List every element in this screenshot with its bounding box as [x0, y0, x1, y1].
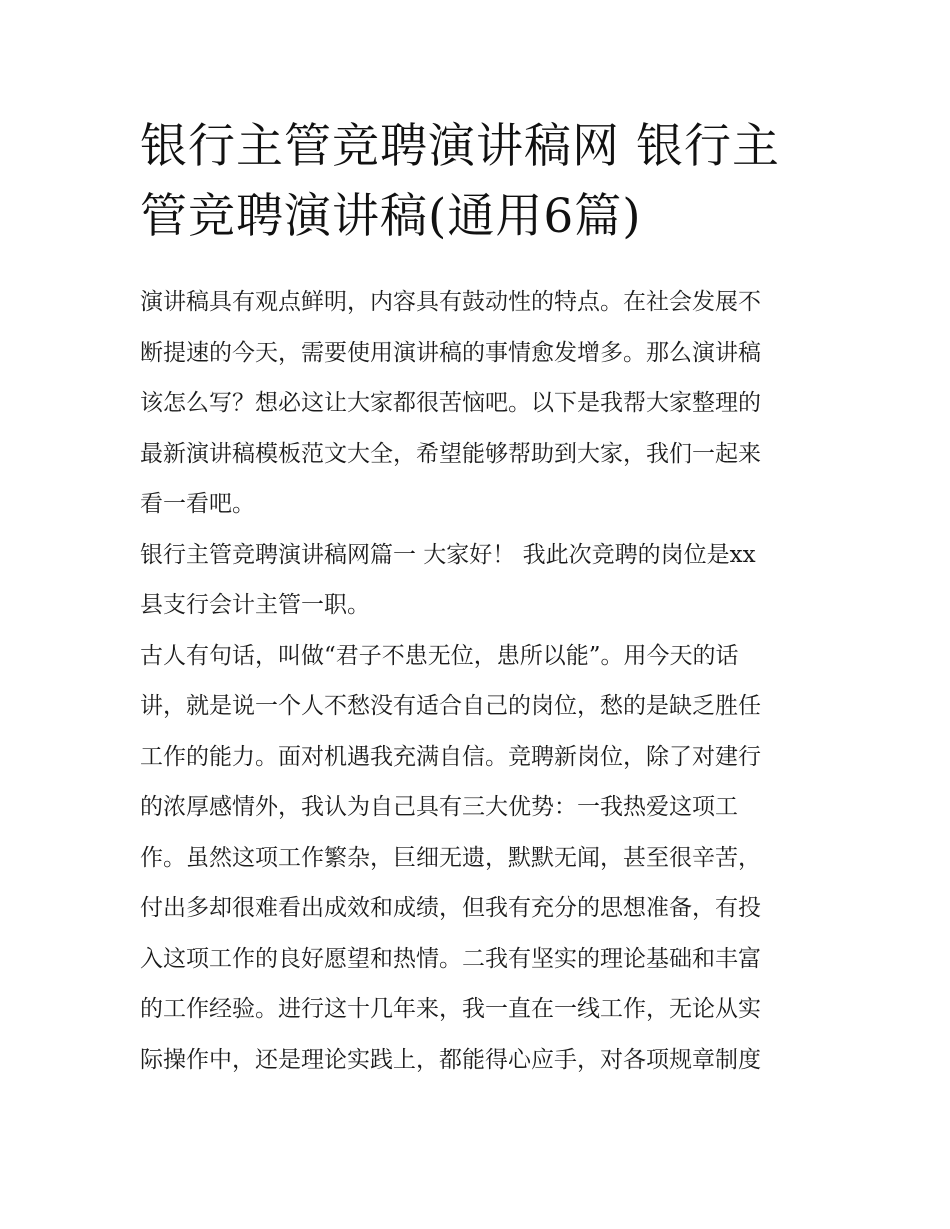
text-line: 最新演讲稿模板范文大全，希望能够帮助到大家，我们一起来	[140, 440, 761, 467]
text-line: 讲，就是说一个人不愁没有适合自己的岗位，愁的是缺乏胜任	[140, 693, 761, 719]
text-line: 该怎么写？想必这让大家都很苦恼吧。以下是我帮大家整理的	[140, 390, 761, 416]
text-line: 县支行会计主管一职。	[140, 592, 370, 618]
text-line: 入这项工作的良好愿望和热情。二我有坚实的理论基础和丰富	[140, 945, 761, 972]
title-line: 管竞聘演讲稿(通用6篇)	[140, 189, 642, 244]
text-line: 工作的能力。面对机遇我充满自信。竞聘新岗位，除了对建行	[140, 743, 761, 770]
section-one-paragraph	[140, 533, 820, 634]
text-line: 付出多却很难看出成效和成绩，但我有充分的思想准备，有投	[140, 895, 761, 921]
text-line: 银行主管竞聘演讲稿网篇一 大家好！ 我此次竞聘的岗位是xx	[140, 541, 756, 568]
text-line: 作。虽然这项工作繁杂，巨细无遗，默默无闻，甚至很辛苦，	[140, 844, 761, 871]
title-line: 银行主管竞聘演讲稿网 银行主	[140, 119, 780, 174]
text-line: 古人有句话，叫做“君子不患无位，患所以能”。用今天的话	[140, 642, 739, 669]
text-line: 看一看吧。	[140, 491, 255, 517]
text-line: 断提速的今天，需要使用演讲稿的事情愈发增多。那么演讲稿	[140, 339, 761, 366]
document-title	[140, 112, 820, 252]
intro-paragraph	[140, 280, 820, 533]
text-line: 演讲稿具有观点鲜明，内容具有鼓动性的特点。在社会发展不	[140, 289, 761, 315]
text-line: 际操作中，还是理论实践上，都能得心应手，对各项规章制度	[140, 1046, 761, 1073]
document-body	[140, 280, 820, 1088]
text-line: 的工作经验。进行这十几年来，我一直在一线工作，无论从实	[140, 996, 761, 1022]
text-line: 的浓厚感情外，我认为自己具有三大优势：一我热爱这项工	[140, 794, 738, 820]
body-paragraph	[140, 634, 820, 1089]
